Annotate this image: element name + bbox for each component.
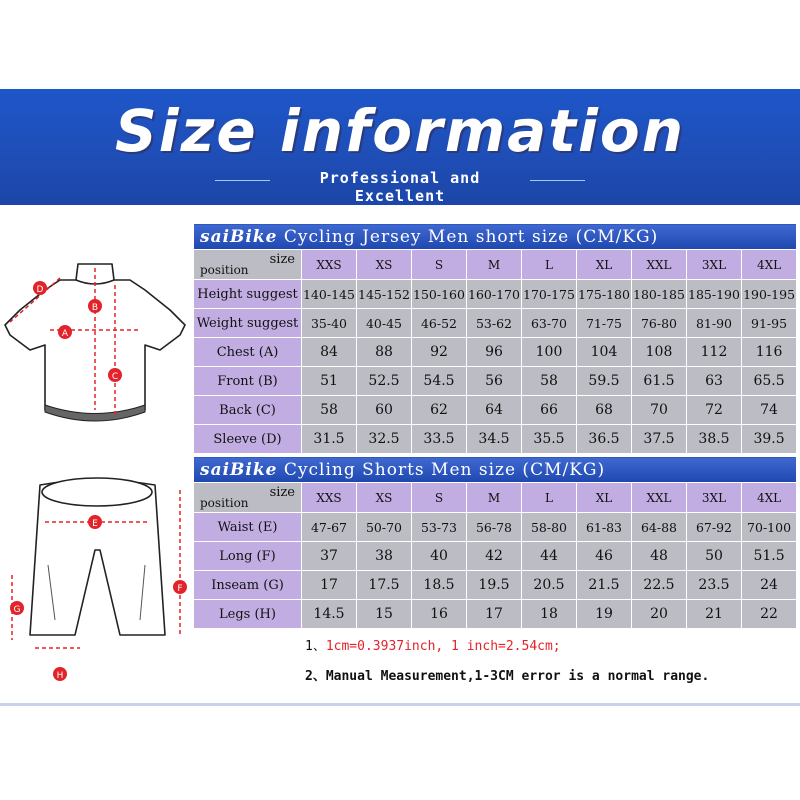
jersey-table-cell: 116 — [742, 338, 797, 367]
jersey-table-cell: 160-170 — [467, 280, 522, 309]
shorts-table-cell: 67-92 — [687, 513, 742, 542]
jersey-title-text: Cycling Jersey Men short size (CM/KG) — [283, 226, 659, 247]
shorts-size-header: M — [467, 483, 522, 513]
jersey-table-cell: 60 — [357, 396, 412, 425]
marker-g — [10, 601, 24, 615]
jersey-table-cell: 91-95 — [742, 309, 797, 338]
jersey-table-row — [194, 396, 797, 425]
jersey-table-cell: 63 — [687, 367, 742, 396]
shorts-table-cell: 19 — [577, 600, 632, 629]
note-measurement: 2、Manual Measurement,1-3CM error is a normal range. — [305, 669, 710, 684]
jersey-row-label: Chest (A) — [194, 338, 302, 367]
jersey-table-cell: 58 — [522, 367, 577, 396]
shorts-table-cell: 17 — [302, 571, 357, 600]
jersey-table-row — [194, 367, 797, 396]
jersey-table-cell: 76-80 — [632, 309, 687, 338]
jersey-table-cell: 112 — [687, 338, 742, 367]
jersey-table-cell: 36.5 — [577, 425, 632, 454]
shorts-row-label: Legs (H) — [194, 600, 302, 629]
shorts-table-cell: 20.5 — [522, 571, 577, 600]
marker-g-label: G — [13, 605, 21, 615]
jersey-table-cell: 150-160 — [412, 280, 467, 309]
jersey-table-body — [194, 280, 797, 454]
jersey-table-cell: 140-145 — [302, 280, 357, 309]
jersey-table-cell: 175-180 — [577, 280, 632, 309]
jersey-table-cell: 32.5 — [357, 425, 412, 454]
jersey-table-cell: 64 — [467, 396, 522, 425]
jersey-table-cell: 52.5 — [357, 367, 412, 396]
jersey-illustration — [0, 250, 195, 460]
note-conversion — [305, 635, 561, 654]
jersey-table-cell: 96 — [467, 338, 522, 367]
jersey-table-row — [194, 309, 797, 338]
shorts-table-cell: 21 — [687, 600, 742, 629]
shorts-table-cell: 17.5 — [357, 571, 412, 600]
jersey-table-cell: 63-70 — [522, 309, 577, 338]
jersey-table-cell: 34.5 — [467, 425, 522, 454]
jersey-corner-size-label: size — [269, 252, 295, 267]
marker-e — [88, 515, 102, 529]
shorts-size-header: 4XL — [742, 483, 797, 513]
shorts-table-cell: 51.5 — [742, 542, 797, 571]
shorts-size-header: XL — [577, 483, 632, 513]
jersey-size-header-row — [194, 250, 797, 280]
shorts-table-cell: 20 — [632, 600, 687, 629]
jersey-table-cell: 66 — [522, 396, 577, 425]
jersey-row-label: Weight suggest — [194, 309, 302, 338]
shorts-table-body — [194, 513, 797, 629]
jersey-table-cell: 72 — [687, 396, 742, 425]
jersey-corner-position-label: position — [200, 263, 249, 277]
shorts-table-row — [194, 571, 797, 600]
shorts-table-row — [194, 542, 797, 571]
shorts-table-cell: 58-80 — [522, 513, 577, 542]
shorts-size-header: L — [522, 483, 577, 513]
shorts-table-cell: 37 — [302, 542, 357, 571]
jersey-table-cell: 92 — [412, 338, 467, 367]
jersey-collar — [76, 264, 114, 284]
shorts-table-cell: 16 — [412, 600, 467, 629]
shorts-table-cell: 15 — [357, 600, 412, 629]
jersey-table-cell: 70 — [632, 396, 687, 425]
jersey-brand: saiBike — [200, 226, 278, 247]
jersey-table-cell: 88 — [357, 338, 412, 367]
jersey-table-cell: 180-185 — [632, 280, 687, 309]
shorts-table-cell: 44 — [522, 542, 577, 571]
shorts-table-cell: 22 — [742, 600, 797, 629]
shorts-table-title — [194, 457, 797, 483]
jersey-size-header: XXS — [302, 250, 357, 280]
subtitle-line-left — [215, 180, 270, 181]
jersey-table-cell: 51 — [302, 367, 357, 396]
shorts-corner-position-label: position — [200, 496, 249, 510]
marker-c-label: C — [111, 372, 119, 382]
shorts-corner-size-label: size — [269, 485, 295, 500]
shorts-table-cell: 48 — [632, 542, 687, 571]
note1-prefix: 1、 — [305, 639, 326, 654]
shorts-table-cell: 50 — [687, 542, 742, 571]
jersey-size-header: M — [467, 250, 522, 280]
jersey-table-cell: 145-152 — [357, 280, 412, 309]
marker-b-label: B — [91, 303, 99, 313]
subtitle-wrap — [215, 169, 585, 205]
note1-text: 1cm=0.3937inch, 1 inch=2.54cm; — [325, 639, 561, 654]
shorts-table-cell: 50-70 — [357, 513, 412, 542]
jersey-size-header: S — [412, 250, 467, 280]
jersey-table-cell: 65.5 — [742, 367, 797, 396]
shorts-table-cell: 24 — [742, 571, 797, 600]
shorts-table-cell: 17 — [467, 600, 522, 629]
jersey-table-cell: 68 — [577, 396, 632, 425]
shorts-table-cell: 70-100 — [742, 513, 797, 542]
shorts-size-header: 3XL — [687, 483, 742, 513]
jersey-table-cell: 58 — [302, 396, 357, 425]
marker-a-label: A — [61, 329, 69, 339]
jersey-table-cell: 53-62 — [467, 309, 522, 338]
shorts-table-row — [194, 600, 797, 629]
jersey-size-header: L — [522, 250, 577, 280]
jersey-table-cell: 62 — [412, 396, 467, 425]
jersey-table-cell: 104 — [577, 338, 632, 367]
jersey-row-label: Height suggest — [194, 280, 302, 309]
jersey-table-cell: 190-195 — [742, 280, 797, 309]
jersey-table-cell: 54.5 — [412, 367, 467, 396]
shorts-table-cell: 53-73 — [412, 513, 467, 542]
jersey-table-cell: 46-52 — [412, 309, 467, 338]
shorts-table-cell: 64-88 — [632, 513, 687, 542]
jersey-table-cell: 37.5 — [632, 425, 687, 454]
shorts-brand: saiBike — [200, 459, 278, 480]
marker-d — [33, 281, 47, 295]
jersey-table-title-row — [194, 224, 797, 250]
jersey-table-cell: 40-45 — [357, 309, 412, 338]
jersey-table-cell: 35-40 — [302, 309, 357, 338]
marker-b — [88, 299, 102, 313]
jersey-size-header: 4XL — [742, 250, 797, 280]
shorts-size-header: S — [412, 483, 467, 513]
jersey-table-cell: 38.5 — [687, 425, 742, 454]
shorts-size-header-row — [194, 483, 797, 513]
jersey-table-title — [194, 224, 797, 250]
jersey-table-cell: 56 — [467, 367, 522, 396]
jersey-table-cell: 39.5 — [742, 425, 797, 454]
shorts-waistband — [42, 478, 152, 506]
marker-e-label: E — [92, 519, 98, 529]
subtitle-line-right — [530, 180, 585, 181]
jersey-table-row — [194, 338, 797, 367]
marker-f-label: F — [177, 584, 183, 594]
shorts-row-label: Long (F) — [194, 542, 302, 571]
shorts-table-cell: 18 — [522, 600, 577, 629]
jersey-table-cell: 59.5 — [577, 367, 632, 396]
shorts-title-text: Cycling Shorts Men size (CM/KG) — [283, 459, 606, 480]
shorts-row-label: Waist (E) — [194, 513, 302, 542]
marker-f — [173, 580, 187, 594]
jersey-table-cell: 81-90 — [687, 309, 742, 338]
jersey-row-label: Back (C) — [194, 396, 302, 425]
shorts-table-cell: 18.5 — [412, 571, 467, 600]
page-subtitle: Professional and Excellent — [319, 169, 481, 205]
jersey-table-cell: 170-175 — [522, 280, 577, 309]
jersey-table-cell: 71-75 — [577, 309, 632, 338]
marker-d-label: D — [36, 285, 44, 295]
shorts-table-cell: 56-78 — [467, 513, 522, 542]
jersey-table-cell: 61.5 — [632, 367, 687, 396]
shorts-table-cell: 22.5 — [632, 571, 687, 600]
jersey-table-cell: 74 — [742, 396, 797, 425]
jersey-table-cell: 35.5 — [522, 425, 577, 454]
shorts-table-cell: 23.5 — [687, 571, 742, 600]
page-title: Size information — [114, 97, 686, 165]
jersey-size-header: 3XL — [687, 250, 742, 280]
shorts-row-label: Inseam (G) — [194, 571, 302, 600]
shorts-illustration — [0, 470, 195, 690]
shorts-table-cell: 40 — [412, 542, 467, 571]
shorts-table-cell: 19.5 — [467, 571, 522, 600]
shorts-table-cell: 14.5 — [302, 600, 357, 629]
jersey-table-cell: 31.5 — [302, 425, 357, 454]
jersey-table-cell: 100 — [522, 338, 577, 367]
jersey-corner-cell — [194, 250, 302, 280]
shorts-table-cell: 21.5 — [577, 571, 632, 600]
shorts-table-cell: 42 — [467, 542, 522, 571]
header-banner — [0, 89, 800, 205]
jersey-table-row — [194, 425, 797, 454]
marker-h-label: H — [56, 671, 64, 681]
jersey-size-header: XXL — [632, 250, 687, 280]
shorts-table-row — [194, 513, 797, 542]
marker-h — [53, 667, 67, 681]
shorts-corner-cell — [194, 483, 302, 513]
shorts-table-title-row — [194, 457, 797, 483]
shorts-size-header: XXL — [632, 483, 687, 513]
marker-a — [58, 325, 72, 339]
shorts-size-header: XXS — [302, 483, 357, 513]
shorts-size-table — [193, 456, 797, 629]
jersey-size-header: XL — [577, 250, 632, 280]
jersey-table-row — [194, 280, 797, 309]
jersey-table-cell: 84 — [302, 338, 357, 367]
shorts-table-cell: 61-83 — [577, 513, 632, 542]
shorts-table-cell: 38 — [357, 542, 412, 571]
jersey-table-cell: 185-190 — [687, 280, 742, 309]
jersey-table-cell: 108 — [632, 338, 687, 367]
marker-c — [108, 368, 122, 382]
jersey-size-table — [193, 223, 797, 454]
jersey-size-header: XS — [357, 250, 412, 280]
shorts-size-header: XS — [357, 483, 412, 513]
jersey-table-cell: 33.5 — [412, 425, 467, 454]
bottom-divider — [0, 703, 800, 706]
jersey-row-label: Sleeve (D) — [194, 425, 302, 454]
shorts-table-cell: 46 — [577, 542, 632, 571]
shorts-table-cell: 47-67 — [302, 513, 357, 542]
jersey-row-label: Front (B) — [194, 367, 302, 396]
